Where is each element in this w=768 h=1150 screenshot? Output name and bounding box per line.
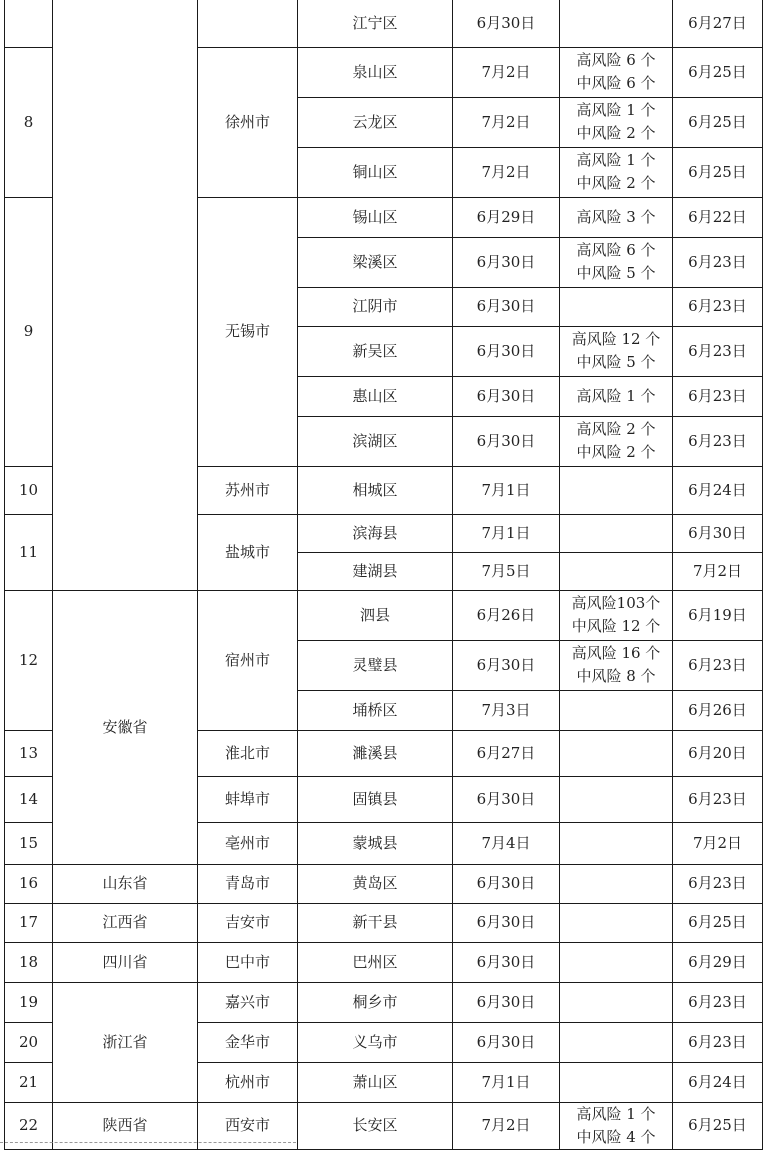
risk-level-cell xyxy=(560,690,673,730)
province-cell xyxy=(53,0,198,590)
risk-count-line: 中风险 2 个 xyxy=(576,124,656,142)
risk-count-line: 中风险 2 个 xyxy=(576,174,656,192)
risk-count-line: 高风险 6 个 xyxy=(576,241,656,259)
risk-level-cell xyxy=(560,1102,673,1149)
district-cell: 萧山区 xyxy=(298,1062,453,1102)
end-date-cell: 6月24日 xyxy=(673,466,763,514)
district-cell: 固镇县 xyxy=(298,776,453,822)
city-cell: 宿州市 xyxy=(198,590,298,730)
risk-count-line: 高风险 12 个 xyxy=(571,330,661,348)
city-cell: 西安市 xyxy=(198,1102,298,1149)
end-date-cell: 6月20日 xyxy=(673,730,763,776)
district-cell: 新干县 xyxy=(298,903,453,942)
risk-count-line: 高风险 16 个 xyxy=(571,644,661,662)
risk-level-cell xyxy=(560,376,673,416)
date-cell: 6月30日 xyxy=(453,776,560,822)
date-cell: 7月2日 xyxy=(453,147,560,197)
serial-number-cell: 19 xyxy=(5,982,53,1022)
end-date-cell: 6月23日 xyxy=(673,640,763,690)
risk-level-cell xyxy=(560,730,673,776)
risk-level-cell xyxy=(560,776,673,822)
end-date-cell: 6月22日 xyxy=(673,197,763,237)
table-row xyxy=(5,942,763,982)
city-cell: 无锡市 xyxy=(198,197,298,466)
date-cell: 7月2日 xyxy=(453,1102,560,1149)
district-cell: 梁溪区 xyxy=(298,237,453,287)
end-date-cell: 6月30日 xyxy=(673,514,763,552)
risk-level-cell xyxy=(560,237,673,287)
date-cell: 6月30日 xyxy=(453,1022,560,1062)
risk-level-cell xyxy=(560,326,673,376)
district-cell: 桐乡市 xyxy=(298,982,453,1022)
date-cell: 6月30日 xyxy=(453,640,560,690)
risk-level-cell xyxy=(560,864,673,903)
city-cell: 淮北市 xyxy=(198,730,298,776)
risk-count-line: 中风险 4 个 xyxy=(576,1127,656,1146)
serial-number-cell: 17 xyxy=(5,903,53,942)
risk-count-line: 中风险 5 个 xyxy=(576,353,656,371)
province-cell: 四川省 xyxy=(53,942,198,982)
city-cell: 亳州市 xyxy=(198,822,298,864)
date-cell: 6月30日 xyxy=(453,903,560,942)
risk-level-cell xyxy=(560,0,673,47)
risk-area-table xyxy=(4,0,763,1150)
date-cell: 6月30日 xyxy=(453,416,560,466)
serial-number-cell: 10 xyxy=(5,466,53,514)
date-cell: 7月2日 xyxy=(453,47,560,97)
district-cell: 蒙城县 xyxy=(298,822,453,864)
risk-level-cell xyxy=(560,47,673,97)
serial-number-cell: 8 xyxy=(5,47,53,197)
risk-count-line: 高风险 6 个 xyxy=(576,51,656,69)
date-cell: 7月5日 xyxy=(453,552,560,590)
serial-number-cell: 16 xyxy=(5,864,53,903)
table-row xyxy=(5,864,763,903)
risk-level-cell xyxy=(560,97,673,147)
table-body xyxy=(5,0,763,1149)
table-row xyxy=(5,0,763,47)
risk-level-cell xyxy=(560,514,673,552)
date-cell: 6月30日 xyxy=(453,237,560,287)
risk-level-cell xyxy=(560,822,673,864)
district-cell: 铜山区 xyxy=(298,147,453,197)
risk-level-cell xyxy=(560,147,673,197)
date-cell: 6月30日 xyxy=(453,376,560,416)
serial-number-cell: 9 xyxy=(5,197,53,466)
end-date-cell: 6月25日 xyxy=(673,97,763,147)
date-cell: 7月3日 xyxy=(453,690,560,730)
province-cell: 陕西省 xyxy=(53,1102,198,1149)
city-cell: 金华市 xyxy=(198,1022,298,1062)
end-date-cell: 6月25日 xyxy=(673,903,763,942)
city-cell: 徐州市 xyxy=(198,47,298,197)
date-cell: 6月30日 xyxy=(453,864,560,903)
risk-level-cell xyxy=(560,466,673,514)
end-date-cell: 6月24日 xyxy=(673,1062,763,1102)
end-date-cell: 6月25日 xyxy=(673,1102,763,1149)
risk-level-cell xyxy=(560,1062,673,1102)
serial-number-cell: 20 xyxy=(5,1022,53,1062)
risk-level-cell xyxy=(560,942,673,982)
province-cell: 山东省 xyxy=(53,864,198,903)
district-cell: 江阴市 xyxy=(298,287,453,326)
province-cell: 安徽省 xyxy=(53,590,198,864)
risk-level-cell xyxy=(560,982,673,1022)
end-date-cell: 6月23日 xyxy=(673,237,763,287)
serial-number-cell: 21 xyxy=(5,1062,53,1102)
risk-level-cell xyxy=(560,903,673,942)
risk-count-line: 高风险 1 个 xyxy=(576,101,656,119)
district-cell: 义乌市 xyxy=(298,1022,453,1062)
risk-count-line: 高风险103个 xyxy=(571,594,661,612)
risk-level-cell xyxy=(560,197,673,237)
end-date-cell: 6月23日 xyxy=(673,376,763,416)
date-cell: 6月30日 xyxy=(453,326,560,376)
end-date-cell: 6月27日 xyxy=(673,0,763,47)
district-cell: 锡山区 xyxy=(298,197,453,237)
risk-count-line: 高风险 1 个 xyxy=(576,386,656,405)
province-cell: 江西省 xyxy=(53,903,198,942)
district-cell: 滨海县 xyxy=(298,514,453,552)
end-date-cell: 6月23日 xyxy=(673,326,763,376)
serial-number-cell: 12 xyxy=(5,590,53,730)
date-cell: 6月30日 xyxy=(453,0,560,47)
district-cell: 建湖县 xyxy=(298,552,453,590)
city-cell: 蚌埠市 xyxy=(198,776,298,822)
risk-count-line: 高风险 3 个 xyxy=(576,207,656,226)
district-cell: 濉溪县 xyxy=(298,730,453,776)
date-cell: 7月1日 xyxy=(453,466,560,514)
province-cell: 浙江省 xyxy=(53,982,198,1102)
district-cell: 巴州区 xyxy=(298,942,453,982)
serial-number-cell xyxy=(5,0,53,47)
table-row xyxy=(5,982,763,1022)
district-cell: 惠山区 xyxy=(298,376,453,416)
end-date-cell: 6月23日 xyxy=(673,287,763,326)
date-cell: 6月30日 xyxy=(453,942,560,982)
district-cell: 滨湖区 xyxy=(298,416,453,466)
table-row xyxy=(5,590,763,640)
district-cell: 江宁区 xyxy=(298,0,453,47)
end-date-cell: 6月23日 xyxy=(673,864,763,903)
serial-number-cell: 22 xyxy=(5,1102,53,1149)
city-cell xyxy=(198,0,298,47)
risk-count-line: 中风险 12 个 xyxy=(571,617,661,635)
district-cell: 相城区 xyxy=(298,466,453,514)
district-cell: 黄岛区 xyxy=(298,864,453,903)
district-cell: 埇桥区 xyxy=(298,690,453,730)
district-cell: 新吴区 xyxy=(298,326,453,376)
date-cell: 7月1日 xyxy=(453,514,560,552)
city-cell: 嘉兴市 xyxy=(198,982,298,1022)
city-cell: 青岛市 xyxy=(198,864,298,903)
risk-count-line: 高风险 1 个 xyxy=(576,151,656,169)
serial-number-cell: 13 xyxy=(5,730,53,776)
city-cell: 盐城市 xyxy=(198,514,298,590)
serial-number-cell: 15 xyxy=(5,822,53,864)
date-cell: 6月26日 xyxy=(453,590,560,640)
end-date-cell: 6月23日 xyxy=(673,1022,763,1062)
district-cell: 泉山区 xyxy=(298,47,453,97)
district-cell: 泗县 xyxy=(298,590,453,640)
risk-level-cell xyxy=(560,552,673,590)
date-cell: 6月30日 xyxy=(453,982,560,1022)
risk-count-line: 高风险 2 个 xyxy=(576,420,656,438)
end-date-cell: 6月26日 xyxy=(673,690,763,730)
risk-level-cell xyxy=(560,416,673,466)
risk-level-cell xyxy=(560,590,673,640)
page-edge-rule xyxy=(0,1142,296,1143)
date-cell: 7月4日 xyxy=(453,822,560,864)
date-cell: 6月29日 xyxy=(453,197,560,237)
district-cell: 灵璧县 xyxy=(298,640,453,690)
date-cell: 7月2日 xyxy=(453,97,560,147)
table-row xyxy=(5,903,763,942)
serial-number-cell: 18 xyxy=(5,942,53,982)
end-date-cell: 6月25日 xyxy=(673,147,763,197)
end-date-cell: 7月2日 xyxy=(673,822,763,864)
date-cell: 7月1日 xyxy=(453,1062,560,1102)
risk-level-cell xyxy=(560,640,673,690)
risk-level-cell xyxy=(560,287,673,326)
serial-number-cell: 14 xyxy=(5,776,53,822)
risk-count-line: 中风险 5 个 xyxy=(576,264,656,282)
end-date-cell: 6月25日 xyxy=(673,47,763,97)
end-date-cell: 7月2日 xyxy=(673,552,763,590)
end-date-cell: 6月23日 xyxy=(673,416,763,466)
district-cell: 长安区 xyxy=(298,1102,453,1149)
city-cell: 吉安市 xyxy=(198,903,298,942)
risk-count-line: 高风险 1 个 xyxy=(576,1104,656,1123)
end-date-cell: 6月29日 xyxy=(673,942,763,982)
end-date-cell: 6月23日 xyxy=(673,776,763,822)
city-cell: 苏州市 xyxy=(198,466,298,514)
risk-count-line: 中风险 6 个 xyxy=(576,74,656,92)
district-cell: 云龙区 xyxy=(298,97,453,147)
serial-number-cell: 11 xyxy=(5,514,53,590)
date-cell: 6月27日 xyxy=(453,730,560,776)
end-date-cell: 6月23日 xyxy=(673,982,763,1022)
city-cell: 巴中市 xyxy=(198,942,298,982)
date-cell: 6月30日 xyxy=(453,287,560,326)
risk-count-line: 中风险 2 个 xyxy=(576,443,656,461)
risk-count-line: 中风险 8 个 xyxy=(576,667,656,685)
risk-level-cell xyxy=(560,1022,673,1062)
city-cell: 杭州市 xyxy=(198,1062,298,1102)
end-date-cell: 6月19日 xyxy=(673,590,763,640)
